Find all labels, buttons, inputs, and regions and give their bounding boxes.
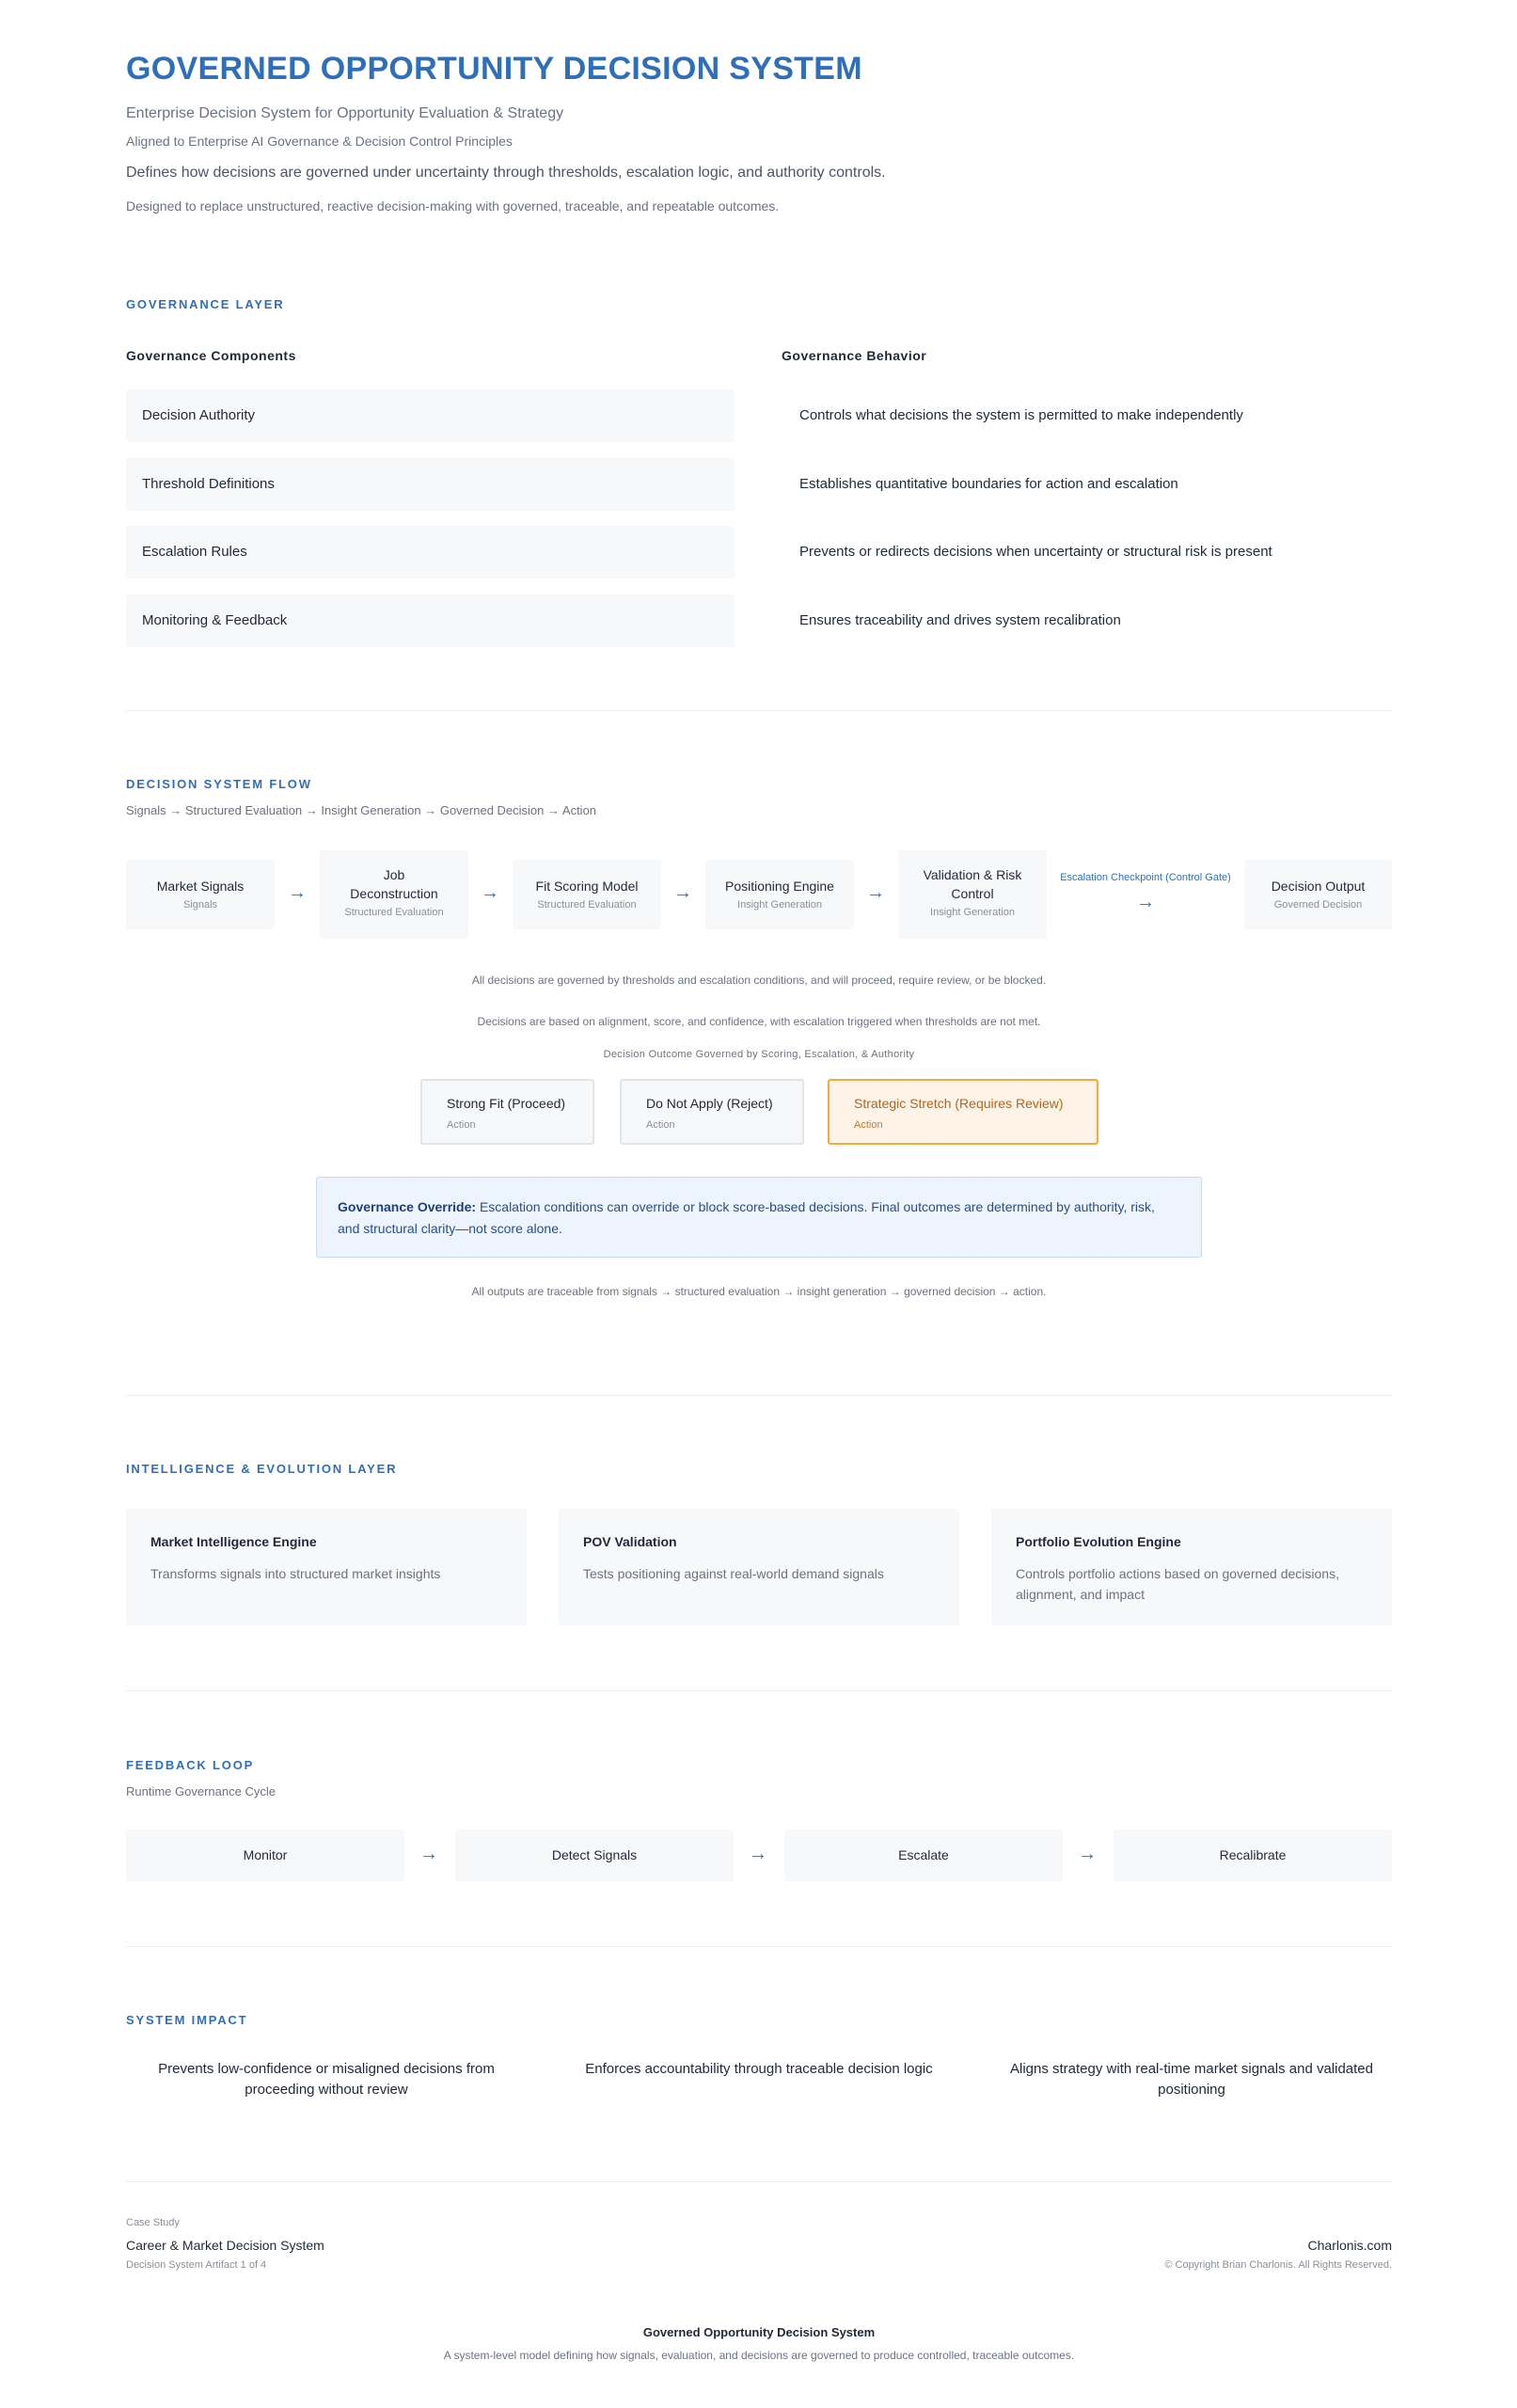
section-divider xyxy=(126,1946,1392,1947)
flow-step-title: Market Signals xyxy=(156,879,245,894)
component-row xyxy=(126,458,735,511)
flow-step-subtitle: Insight Generation xyxy=(930,907,1015,918)
definition-text: Defines how decisions are governed under uncertainty through thresholds, escalation logic, and authority controls. xyxy=(126,165,886,181)
feedback-section-label: FEEDBACK LOOP xyxy=(126,1758,255,1772)
flow-step-title: Job Deconstruction xyxy=(350,867,438,901)
intel-card-market-intelligence xyxy=(126,1509,527,1625)
outcome-strong-fit xyxy=(420,1079,594,1145)
component-row xyxy=(126,526,735,578)
component-row xyxy=(126,389,735,442)
intel-card-pov-validation xyxy=(559,1509,959,1625)
feedback-section-subtitle: Runtime Governance Cycle xyxy=(126,1784,276,1798)
design-note: Designed to replace unstructured, reactive decision-making with governed, traceable, and repeatable outcomes. xyxy=(126,198,780,214)
section-divider xyxy=(126,2181,1392,2182)
behavior-heading: Governance Behavior xyxy=(782,348,927,363)
escalation-checkpoint-label: Escalation Checkpoint (Control Gate) xyxy=(1060,872,1231,883)
flow-arrow: → xyxy=(1136,892,1155,912)
traceability-note: All outputs are traceable from signals → structured evaluation → insight generation → governed decision → action. xyxy=(471,1285,1047,1298)
flow-step-validation-risk xyxy=(898,850,1047,939)
governance-note: All decisions are governed by thresholds and escalation conditions, and will proceed, require review, or be blocked. xyxy=(471,974,1047,987)
alignment-note: Aligned to Enterprise AI Governance & Decision Control Principles xyxy=(126,134,513,149)
flow-arrow: → xyxy=(288,882,307,903)
impact-section-label: SYSTEM IMPACT xyxy=(126,2013,248,2027)
override-text: Escalation conditions can override or block score-based decisions. Final outcomes are determined by authority, risk, and structural clarity—not score alone. xyxy=(338,1199,1155,1236)
flow-step-subtitle: Signals xyxy=(182,899,218,911)
flow-section-label: DECISION SYSTEM FLOW xyxy=(126,777,312,791)
flow-step-positioning-engine xyxy=(705,860,854,929)
page-subtitle: Enterprise Decision System for Opportunity Evaluation & Strategy xyxy=(126,105,564,121)
behavior-text: Ensures traceability and drives system recalibration xyxy=(799,612,1121,628)
flow-step-title: Positioning Engine xyxy=(725,879,834,894)
governance-override-callout xyxy=(316,1177,1202,1258)
outcome-do-not-apply xyxy=(620,1079,804,1145)
flow-step-job-deconstruction xyxy=(320,850,468,939)
component-label: Threshold Definitions xyxy=(142,476,275,492)
feedback-step-recalibrate: Recalibrate xyxy=(1114,1830,1392,1881)
flow-step-subtitle: Structured Evaluation xyxy=(537,899,637,911)
decision-basis-note: Decisions are based on alignment, score, and confidence, with escalation triggered when thresholds are not met. xyxy=(477,1015,1041,1028)
intelligence-section-label: INTELLIGENCE & EVOLUTION LAYER xyxy=(126,1462,398,1476)
component-row xyxy=(126,594,735,647)
copyright: © Copyright Brian Charlonis. All Rights Reserved. xyxy=(1164,2259,1392,2271)
intel-card-description: Tests positioning against real-world demand signals xyxy=(583,1566,884,1581)
intel-card-description: Controls portfolio actions based on governed decisions, alignment, and impact xyxy=(1016,1566,1339,1602)
outcome-subtitle: Action xyxy=(447,1119,476,1131)
intel-card-title: Market Intelligence Engine xyxy=(150,1534,317,1549)
impact-item: Aligns strategy with real-time market signals and validated positioning xyxy=(1009,2061,1373,2098)
behavior-text: Prevents or redirects decisions when uncertainty or structural risk is present xyxy=(799,544,1272,560)
intel-card-description: Transforms signals into structured market insights xyxy=(150,1566,441,1581)
flow-step-subtitle: Governed Decision xyxy=(1273,899,1363,911)
section-divider xyxy=(126,1395,1392,1396)
outcome-title: Strategic Stretch (Requires Review) xyxy=(854,1096,1064,1111)
flow-step-title: Decision Output xyxy=(1271,879,1366,894)
flow-section-subtitle: Signals → Structured Evaluation → Insight Generation → Governed Decision → Action xyxy=(126,803,597,817)
outcome-title: Strong Fit (Proceed) xyxy=(447,1096,566,1111)
component-label: Decision Authority xyxy=(142,407,256,423)
governance-section-label: GOVERNANCE LAYER xyxy=(126,297,285,311)
flow-step-title: Fit Scoring Model xyxy=(535,879,639,894)
intel-card-title: POV Validation xyxy=(583,1534,677,1549)
behavior-text: Establishes quantitative boundaries for action and escalation xyxy=(799,476,1178,492)
case-study-label: Case Study xyxy=(126,2217,180,2228)
page-title: GOVERNED OPPORTUNITY DECISION SYSTEM xyxy=(126,51,862,87)
feedback-arrow: → xyxy=(749,1844,767,1864)
component-label: Monitoring & Feedback xyxy=(142,612,288,628)
bottom-title: Governed Opportunity Decision System xyxy=(642,2325,876,2339)
flow-step-decision-output xyxy=(1244,860,1392,929)
flow-arrow: → xyxy=(481,882,499,903)
flow-step-subtitle: Structured Evaluation xyxy=(344,907,444,918)
case-study-title: Career & Market Decision System xyxy=(126,2238,324,2253)
feedback-step-escalate: Escalate xyxy=(784,1830,1063,1881)
flow-step-market-signals xyxy=(126,860,275,929)
site-link[interactable]: Charlonis.com xyxy=(1307,2238,1392,2253)
components-heading: Governance Components xyxy=(126,348,296,363)
intel-card-portfolio-evolution xyxy=(991,1509,1392,1625)
flow-step-fit-scoring xyxy=(513,860,661,929)
outcome-subtitle: Action xyxy=(854,1119,883,1131)
override-label: Governance Override: xyxy=(338,1199,477,1214)
feedback-step-monitor: Monitor xyxy=(126,1830,404,1881)
outcome-strategic-stretch xyxy=(828,1079,1098,1145)
intel-card-title: Portfolio Evolution Engine xyxy=(1016,1534,1181,1549)
section-divider xyxy=(126,1690,1392,1691)
outcome-title: Do Not Apply (Reject) xyxy=(646,1096,773,1111)
component-label: Escalation Rules xyxy=(142,544,247,560)
flow-arrow: → xyxy=(866,882,885,903)
feedback-arrow: → xyxy=(1078,1844,1097,1864)
behavior-text: Controls what decisions the system is permitted to make independently xyxy=(799,407,1243,423)
flow-step-subtitle: Insight Generation xyxy=(737,899,822,911)
outcome-heading: Decision Outcome Governed by Scoring, Escalation, & Authority xyxy=(603,1049,915,1060)
feedback-step-detect-signals: Detect Signals xyxy=(455,1830,734,1881)
flow-step-title: Validation & Risk Control xyxy=(923,867,1022,901)
impact-item: Enforces accountability through traceable decision logic xyxy=(585,2061,933,2077)
flow-arrow: → xyxy=(673,882,692,903)
outcome-subtitle: Action xyxy=(646,1119,675,1131)
bottom-subtitle: A system-level model defining how signals, evaluation, and decisions are governed to produce controlled, traceable outcomes. xyxy=(443,2349,1075,2362)
impact-item: Prevents low-confidence or misaligned decisions from proceeding without review xyxy=(158,2061,495,2098)
feedback-arrow: → xyxy=(419,1844,438,1864)
artifact-label: Decision System Artifact 1 of 4 xyxy=(126,2259,267,2271)
section-divider xyxy=(126,710,1392,711)
